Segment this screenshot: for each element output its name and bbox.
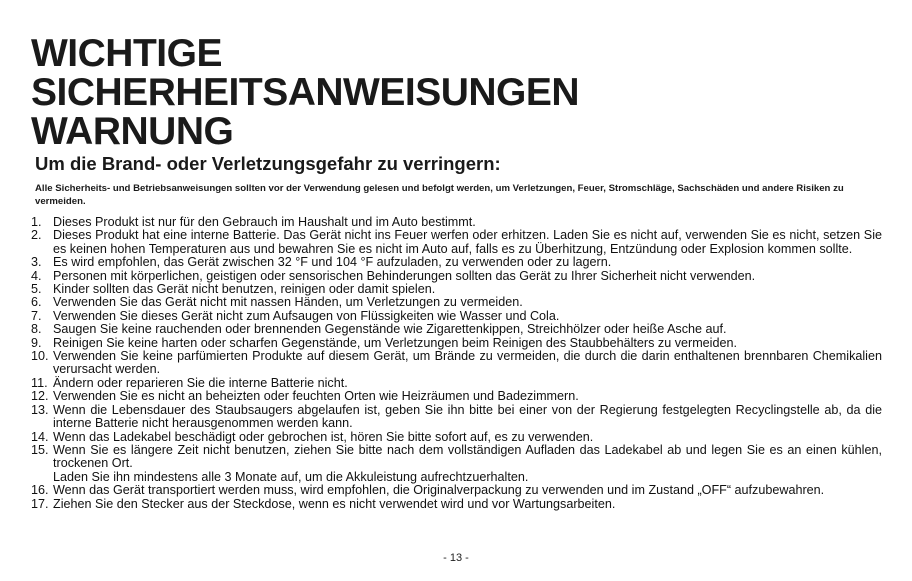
list-item	[31, 431, 882, 444]
list-item	[31, 256, 882, 269]
list-item	[31, 377, 882, 390]
intro-text: Alle Sicherheits- und Betriebsanweisungen sollten vor der Verwendung gelesen und befolgt werden, um Verletzungen, Feuer, Stromschläge, Sachschäden und andere Risiken zu vermeiden.	[35, 183, 844, 207]
list-item	[31, 350, 882, 377]
list-item	[31, 310, 882, 323]
list-item-text: Ändern oder reparieren Sie die interne Batterie nicht.	[53, 375, 348, 390]
list-item-text: Es wird empfohlen, das Gerät zwischen 32 °F und 104 °F aufzuladen, zu verwenden oder zu lagern.	[53, 255, 612, 270]
list-item-number: 6.	[31, 295, 42, 310]
list-item	[31, 498, 882, 511]
list-item-number: 3.	[31, 255, 42, 270]
list-item-text: Personen mit körperlichen, geistigen oder sensorischen Behinderungen sollten das Gerät zu Ihrer Sicherheit nicht verwenden.	[53, 268, 756, 283]
list-item-text: Ziehen Sie den Stecker aus der Steckdose, wenn es nicht verwendet wird und vor Wartungsarbeiten.	[53, 496, 616, 511]
list-item-number: 8.	[31, 322, 42, 337]
list-item-text: Dieses Produkt ist nur für den Gebrauch im Haushalt und im Auto bestimmt.	[53, 215, 476, 229]
heading-line-1: WICHTIGE	[31, 32, 222, 75]
heading-line-3: WARNUNG	[31, 110, 234, 153]
list-item-number: 12.	[31, 389, 49, 404]
list-item-number: 16.	[31, 483, 49, 498]
list-item-text: Saugen Sie keine rauchenden oder brennenden Gegenstände wie Zigarettenkippen, Streichhölzer oder heiße Asche auf.	[53, 322, 727, 337]
list-item-number: 15.	[31, 442, 49, 457]
list-item	[31, 484, 882, 497]
list-item-number: 1.	[31, 215, 42, 229]
list-item-text: Verwenden Sie es nicht an beheizten oder feuchten Orten wie Heizräumen und Badezimmern.	[53, 389, 579, 404]
list-item-number: 14.	[31, 429, 49, 444]
page-number: - 13 -	[443, 552, 469, 564]
list-item	[31, 404, 882, 431]
list-item	[31, 270, 882, 283]
list-item-text: Verwenden Sie dieses Gerät nicht zum Aufsaugen von Flüssigkeiten wie Wasser und Cola.	[53, 308, 560, 323]
page-heading	[31, 34, 882, 151]
list-item-text: Reinigen Sie keine harten oder scharfen Gegenstände, um Verletzungen beim Reinigen des Staubbehälters zu vermeiden.	[53, 335, 737, 350]
list-item-text: Wenn das Gerät transportiert werden muss, wird empfohlen, die Originalverpackung zu verwenden und im Zustand „OFF“ aufzubewahren.	[53, 483, 825, 498]
list-item	[31, 323, 882, 336]
list-item-text: Verwenden Sie das Gerät nicht mit nassen Händen, um Verletzungen zu vermeiden.	[53, 295, 523, 310]
list-item-number: 9.	[31, 335, 42, 350]
list-item-text: Dieses Produkt hat eine interne Batterie. Das Gerät nicht ins Feuer werfen oder erhitzen. Laden Sie es nicht auf, verwenden Sie es nicht, setzen Sie es keinen hohen Temperaturen aus und bewahren Sie es nicht im Auto auf, falls es zu Überhitzung, Entzündung oder Explosion kommen sollte.	[53, 228, 882, 256]
list-item-text: Kinder sollten das Gerät nicht benutzen, reinigen oder damit spielen.	[53, 282, 436, 297]
list-item	[31, 337, 882, 350]
list-item	[31, 216, 882, 229]
list-item	[31, 229, 882, 256]
list-item-number: 5.	[31, 282, 42, 297]
list-item-number: 13.	[31, 402, 49, 417]
list-item	[31, 296, 882, 309]
subtitle: Um die Brand- oder Verletzungsgefahr zu verringern:	[35, 153, 501, 174]
list-item	[31, 390, 882, 403]
list-item-number: 17.	[31, 496, 49, 511]
list-item-number: 4.	[31, 268, 42, 283]
list-item-text: Verwenden Sie keine parfümierten Produkte auf diesem Gerät, um Brände zu vermeiden, die durch die darin enthaltenen brennbaren Chemikalien verursacht werden.	[53, 349, 882, 377]
list-item-number: 7.	[31, 308, 42, 323]
list-item-text: Wenn das Ladekabel beschädigt oder gebrochen ist, hören Sie bitte sofort auf, es zu verwenden.	[53, 429, 594, 444]
list-item	[31, 444, 882, 484]
list-item-text: Wenn die Lebensdauer des Staubsaugers abgelaufen ist, geben Sie ihn bitte bei einer von der Regierung festgelegten Recyclingstelle ab, da die interne Batterie nicht herausgenommen werden kann.	[53, 402, 882, 431]
list-item-number: 10.	[31, 349, 49, 364]
list-item-number: 11.	[31, 375, 48, 390]
safety-instructions-list	[31, 216, 882, 511]
heading-line-2: SICHERHEITSANWEISUNGEN	[31, 71, 580, 114]
list-item	[31, 283, 882, 296]
list-item-extra-text: Laden Sie ihn mindestens alle 3 Monate auf, um die Akkuleistung aufrechtzuerhalten.	[53, 469, 529, 484]
list-item-text: Wenn Sie es längere Zeit nicht benutzen, ziehen Sie bitte nach dem vollständigen Aufladen das Ladekabel ab und legen Sie es an einen kühlen, trockenen Ort.	[53, 442, 882, 471]
list-item-number: 2.	[31, 228, 42, 243]
